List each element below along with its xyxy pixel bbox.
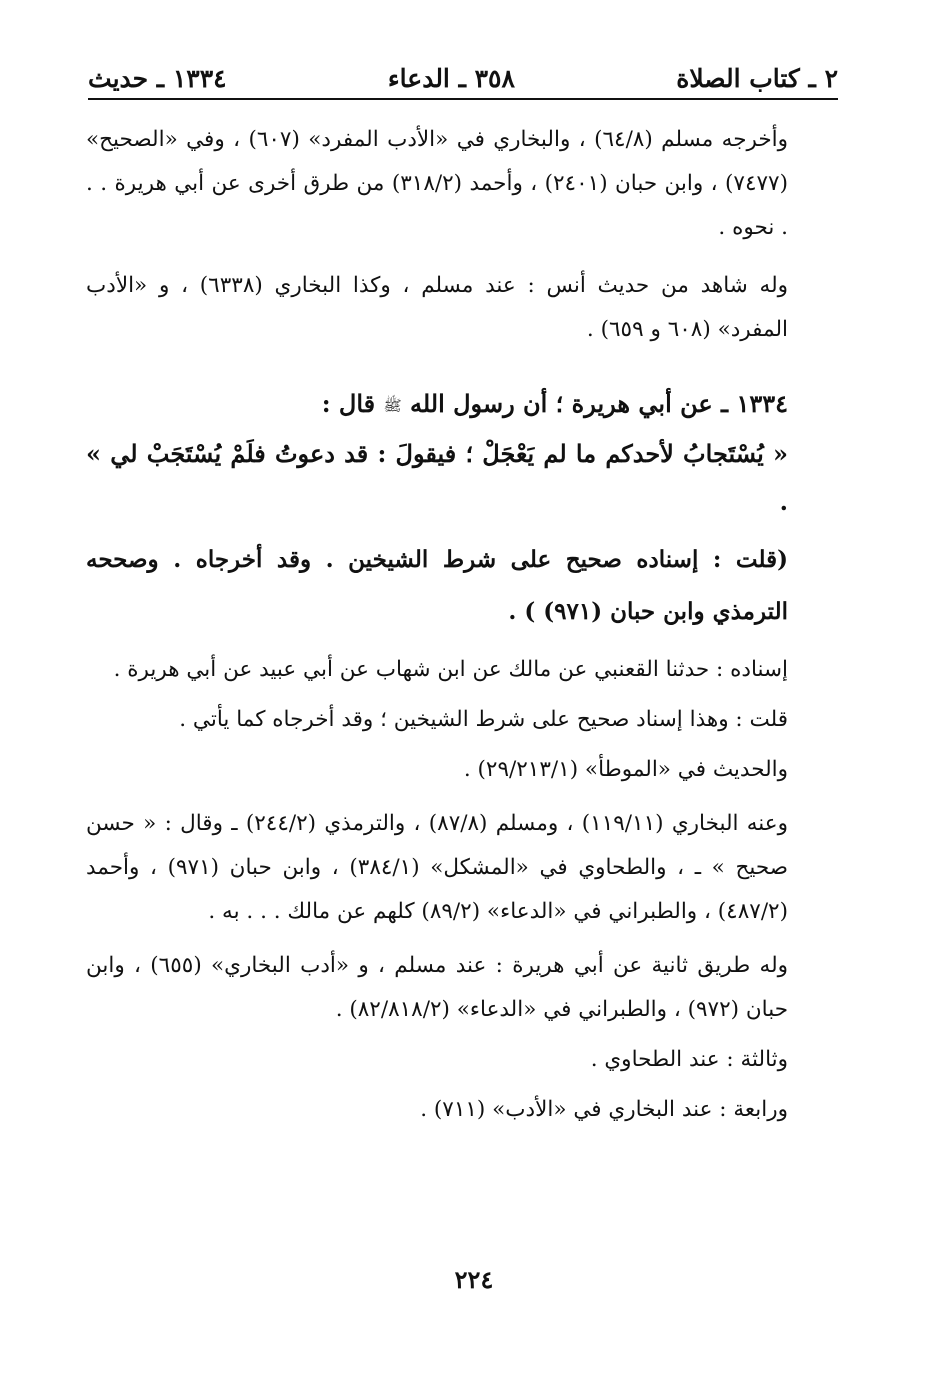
header-chapter-title: ٣٥٨ ـ الدعاء [387,63,515,93]
page-number: ٢٢٤ [454,1265,494,1294]
third-route-paragraph: وثالثة : عند الطحاوي . [590,1046,788,1072]
muwatta-paragraph: والحديث في «الموطأ» (٢٩/٢١٣/١) . [463,756,788,782]
hadith-heading-text: ١٣٣٤ ـ عن أبي هريرة ؛ أن رسول الله [409,389,788,418]
header-book-title: ٢ ـ كتاب الصلاة [676,63,838,93]
header-hadith-number: ١٣٣٤ ـ حديث [88,63,227,93]
running-header [88,58,838,100]
comment-paragraph: قلت : وهذا إسناد صحيح على شرط الشيخين ؛ وقد أخرجاه كما يأتي . [179,706,788,732]
albani-note: (قلت : إسناده صحيح على شرط الشيخين . وقد أخرجاه . وصححه الترمذي وابن حبان (٩٧١) ) . [86,545,788,625]
fourth-route-paragraph: ورابعة : عند البخاري في «الأدب» (٧١١) . [420,1096,788,1122]
isnad-paragraph: إسناده : حدثنا القعنبي عن مالك عن ابن شهاب عن أبي عبيد عن أبي هريرة . [113,656,788,682]
shahid-paragraph: وله شاهد من حديث أنس : عند مسلم ، وكذا البخاري (٦٣٣٨) ، و «الأدب المفرد» (٦٠٨ و ٦٥٩) . [86,273,789,342]
takhrij-paragraph-2: وعنه البخاري (١١٩/١١) ، ومسلم (٨٧/٨) ، والترمذي (٢٤٤/٢) ـ وقال : « حسن صحيح » ـ ، والطحاوي في «المشكل» (٣٨٤/١) ، وابن حبان (٩٧١) ، وأحمد (٤٨٧/٢) ، والطبراني في «الدعاء» (٨٩/٢) كلهم عن مالك . . . به . [86,810,788,924]
hadith-heading-qala: قال : [321,389,376,418]
hadith-heading [86,382,788,428]
hadith-matn: « يُسْتَجابُ لأحدكم ما لم يَعْجَلْ ؛ فيقولَ : قد دعوتُ فلَمْ يُسْتَجَبْ لي » . [86,438,788,516]
second-route-paragraph: وله طريق ثانية عن أبي هريرة : عند مسلم ، و «أدب البخاري» (٦٥٥) ، وابن حبان (٩٧٢) ، والطبراني في «الدعاء» (٨٢/٨١٨/٢) . [86,952,788,1022]
page-body [86,118,788,1132]
takhrij-paragraph-1: وأخرجه مسلم (٦٤/٨) ، والبخاري في «الأدب المفرد» (٦٠٧) ، وفي «الصحيح» (٧٤٧٧) ، وابن حبان (٢٤٠١) ، وأحمد (٣١٨/٢) من طرق أخرى عن أبي هريرة . . . نحوه . [86,127,788,240]
salla-symbol: ﷺ [383,396,402,415]
